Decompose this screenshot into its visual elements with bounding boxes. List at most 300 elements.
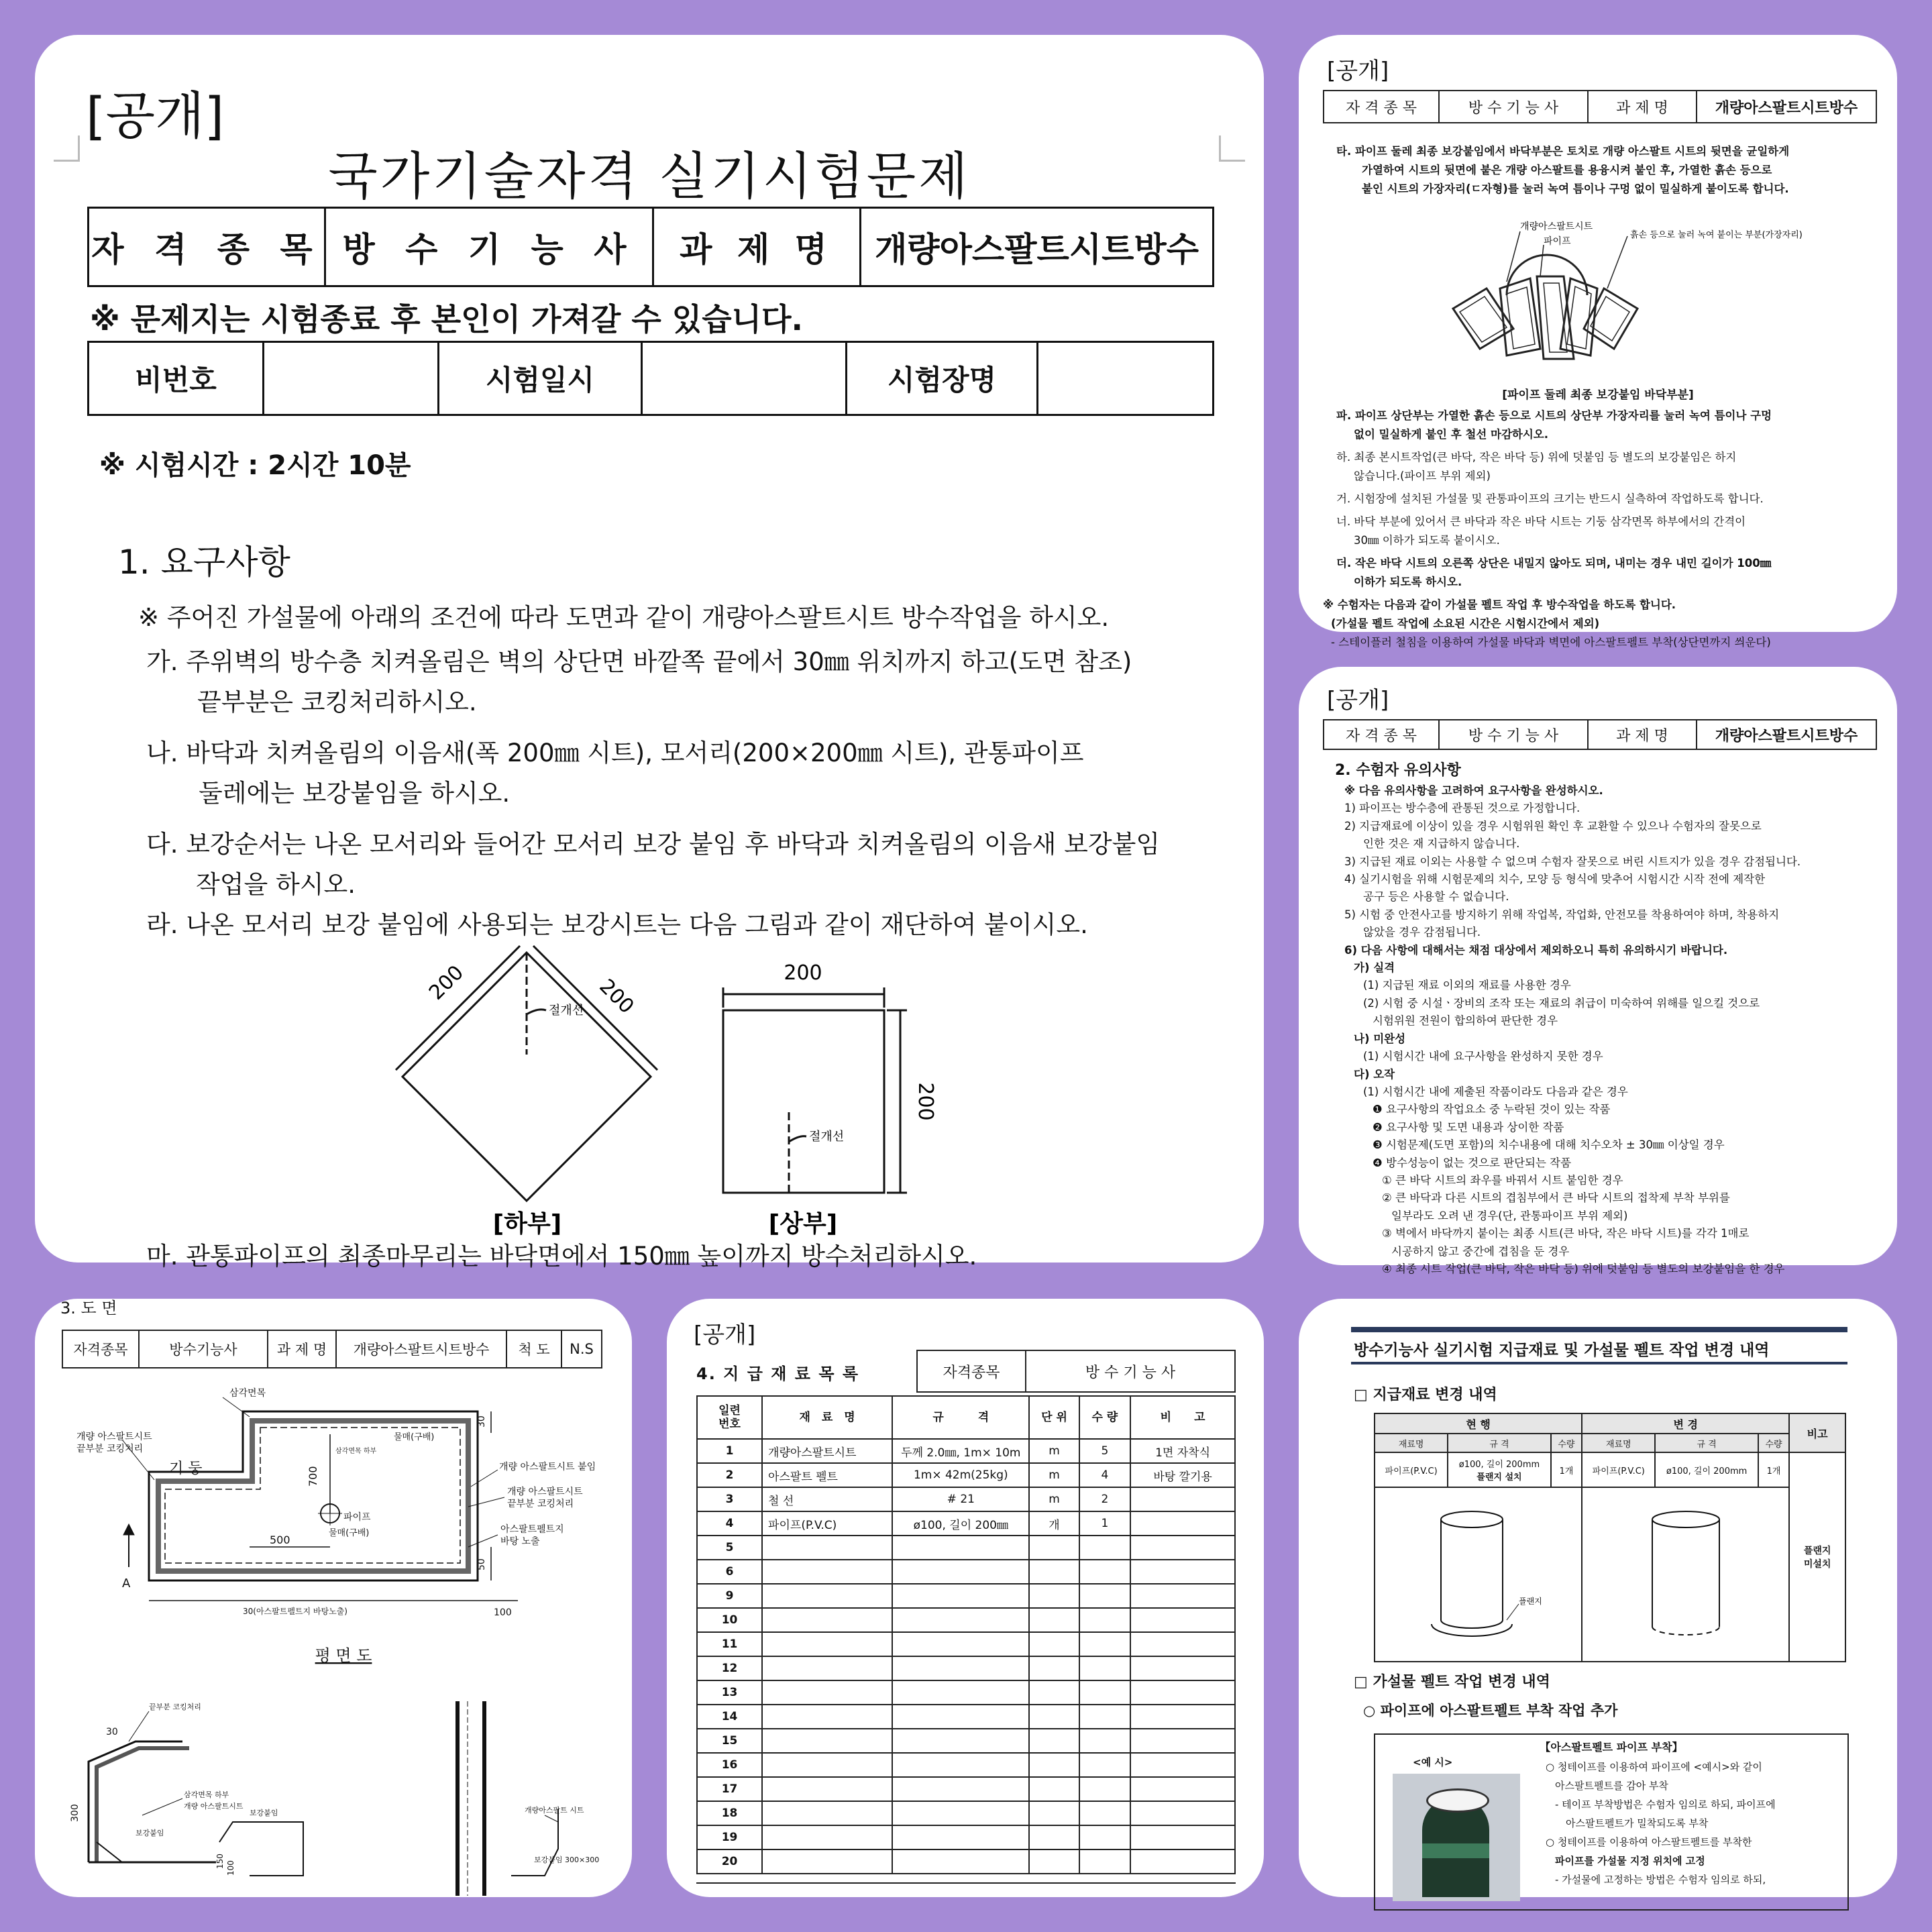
dim-label: 200 — [424, 961, 469, 1005]
felt-notice: (가설물 펠트 작업에 소요된 시간은 시험시간에서 제외) — [1331, 617, 1600, 630]
flange-install-text: 플랜지 설치 — [1477, 1472, 1522, 1483]
pipe-opening — [1426, 1788, 1489, 1813]
materials-cell — [1079, 1608, 1131, 1632]
note-line: 1) 파이프는 방수층에 관통된 것으로 가정합니다. — [1344, 802, 1580, 815]
note-line: 일부라도 오려 낸 경우(단, 관통파이프 부위 제외) — [1391, 1209, 1628, 1222]
label-left-caulk: 끝부분 코킹처리 — [76, 1444, 144, 1454]
materials-cell — [1079, 1753, 1131, 1777]
intro-text: ※ 주어진 가설물에 아래의 조건에 따라 도면과 같이 개량아스팔트시트 방수작업을 하시오. — [138, 603, 1110, 632]
changes-table — [1374, 1413, 1846, 1662]
cell — [1448, 1452, 1550, 1487]
public-label: [공개] — [1327, 58, 1389, 85]
materials-cell: 바탕 깔기용 — [1130, 1463, 1235, 1487]
materials-cell: 19 — [697, 1825, 762, 1849]
materials-row — [697, 1849, 1235, 1874]
materials-cell — [1130, 1487, 1235, 1511]
materials-cell: 2 — [1079, 1487, 1131, 1511]
task-value: 개량아스팔트시트방수 — [1697, 720, 1876, 749]
item-neo: 너. 바닥 부분에 있어서 큰 바닥과 작은 바닥 시트는 기둥 삼각면목 하부에서의 간격이 — [1336, 515, 1746, 528]
qualification-value: 방 수 기 능 사 — [1439, 91, 1588, 123]
materials-cell — [762, 1705, 892, 1729]
materials-row — [697, 1511, 1235, 1536]
materials-cell — [892, 1801, 1029, 1825]
note-line: ※ 다음 유의사항을 고려하여 요구사항을 완성하시오. — [1344, 784, 1603, 797]
task-value: 개량아스팔트시트방수 — [336, 1330, 506, 1368]
note-line: 가) 실격 — [1354, 961, 1395, 975]
materials-row — [697, 1656, 1235, 1680]
dim-label: 200 — [594, 974, 639, 1019]
materials-cell: 11 — [697, 1632, 762, 1656]
note-line: 2. 수험자 유의사항 — [1335, 762, 1461, 779]
materials-col-header: 수 량 — [1079, 1396, 1131, 1439]
note-line: 다) 오작 — [1354, 1067, 1395, 1081]
item-na-2: 둘레에는 보강붙임을 하시오. — [199, 779, 511, 808]
materials-cell — [892, 1536, 1029, 1560]
reinforcement-sheet-figure — [370, 941, 941, 1236]
materials-cell — [1079, 1729, 1131, 1753]
item-geo: 거. 시험장에 설치된 가설물 및 관통파이프의 크기는 반드시 실측하여 작업하도록 합니다. — [1336, 492, 1764, 505]
materials-cell — [1029, 1801, 1079, 1825]
materials-row — [697, 1705, 1235, 1729]
instruction-line: - 가설물에 고정하는 방법은 수험자 임의로 하되, — [1555, 1874, 1766, 1886]
title-bottom-bar — [1351, 1362, 1847, 1364]
item-ra: 라. 나온 모서리 보강 붙임에 사용되는 보강시트는 다음 그림과 같이 재단하여 붙이시오. — [146, 910, 1088, 939]
instruction-line: 파이프를 가설물 지정 위치에 고정 — [1555, 1855, 1705, 1867]
materials-cell — [1130, 1608, 1235, 1632]
note-line: (1) 시험시간 내에 요구사항을 완성하지 못한 경우 — [1363, 1050, 1603, 1063]
materials-col-header: 단 위 — [1029, 1396, 1079, 1439]
note-line: 4) 실기시험을 위해 시험문제의 치수, 모양 등 형식에 맞추어 시험시간 시작 전에 제작한 — [1344, 873, 1766, 886]
materials-col-header: 비 고 — [1130, 1396, 1235, 1439]
dim-30: 30 — [476, 1415, 487, 1428]
materials-cell — [1130, 1584, 1235, 1608]
materials-title: 4. 지 급 재 료 목 록 — [696, 1364, 860, 1383]
seat-number-key: 비번호 — [89, 342, 264, 415]
materials-row — [697, 1463, 1235, 1487]
materials-cell — [1079, 1656, 1131, 1680]
note-line: ❷ 요구사항 및 도면 내용과 상이한 작품 — [1373, 1120, 1564, 1134]
materials-cell — [1079, 1801, 1131, 1825]
materials-cell — [1130, 1705, 1235, 1729]
note-line: 공구 등은 사용할 수 없습니다. — [1363, 890, 1509, 904]
qualification-key: 자 격 종 목 — [89, 208, 325, 286]
dim-section-30: 30 — [106, 1727, 118, 1737]
cell: 파이프(P.V.C) — [1375, 1452, 1448, 1487]
materials-cell — [1029, 1608, 1079, 1632]
felt-instructions — [1546, 1758, 1776, 1889]
label-right-caulk: 끝부분 코킹처리 — [507, 1499, 574, 1509]
example-label: <예 시> — [1413, 1756, 1453, 1768]
pipe-icon — [1599, 1493, 1773, 1654]
public-label: [공개] — [86, 86, 225, 146]
materials-cell — [762, 1656, 892, 1680]
dim-label: 200 — [784, 961, 822, 985]
materials-cell: 1 — [697, 1439, 762, 1463]
materials-cell — [892, 1680, 1029, 1705]
materials-cell: # 21 — [892, 1487, 1029, 1511]
instruction-line: 아스팔트펠트가 밀착되도록 부착 — [1566, 1817, 1709, 1829]
felt-notice: ※ 수험자는 다음과 같이 가설물 펠트 작업 후 방수작업을 하도록 합니다. — [1323, 598, 1676, 611]
materials-cell — [762, 1680, 892, 1705]
materials-cell: 개량아스팔트시트 — [762, 1439, 892, 1463]
note-line: 않았을 경우 감점됩니다. — [1363, 926, 1481, 939]
items-list — [1323, 407, 1772, 652]
col-material: 재료명 — [1375, 1434, 1448, 1452]
exam-site-key: 시험장명 — [847, 342, 1038, 415]
note-line: 2) 지급재료에 이상이 있을 경우 시험위원 확인 후 교환할 수 있으나 수험자의 잘못으로 — [1344, 819, 1762, 833]
label-section-sheet: 개량 아스팔트시트 — [184, 1802, 244, 1811]
leader-line — [129, 1711, 149, 1741]
instruction-line: 아스팔트펠트를 감아 부착 — [1555, 1780, 1668, 1792]
materials-cell — [1029, 1560, 1079, 1584]
plan-sheet-band — [158, 1421, 468, 1571]
current-pipe-figure — [1375, 1487, 1582, 1662]
label-trowel: 흙손 등으로 눌러 녹여 붙이는 부분(가장자리) — [1630, 230, 1803, 240]
label-felt: 아스팔트펠트지 — [500, 1524, 564, 1535]
item-pa: 없이 밀실하게 붙인 후 철선 마감하시오. — [1354, 428, 1549, 441]
spec-text: ø100, 길이 200mm — [1458, 1460, 1540, 1470]
dim-500: 500 — [270, 1534, 290, 1546]
materials-cell — [1079, 1680, 1131, 1705]
dim-100: 100 — [494, 1607, 512, 1618]
felt-box-title: 【아스팔트펠트 파이프 부착】 — [1540, 1741, 1683, 1754]
qualification-value: 방 수 기 능 사 — [1439, 720, 1588, 749]
materials-cell — [762, 1632, 892, 1656]
note-line: ③ 벽에서 바닥까지 붙이는 최종 시트(큰 바닥, 작은 바닥 시트)를 각각 1매로 — [1382, 1227, 1750, 1240]
qualification-key: 자격종목 — [917, 1350, 1026, 1392]
materials-cell — [762, 1777, 892, 1801]
current-header: 현 행 — [1375, 1413, 1582, 1434]
leader-line — [789, 1136, 806, 1142]
materials-cell — [892, 1753, 1029, 1777]
materials-cell — [1130, 1849, 1235, 1874]
materials-cell — [1130, 1632, 1235, 1656]
col-spec: 규 격 — [1448, 1434, 1550, 1452]
dim-section-150: 150 — [215, 1854, 225, 1869]
label-pipe: 파이프 — [343, 1512, 371, 1523]
note-line: ❶ 요구사항의 작업요소 중 누락된 것이 있는 작품 — [1373, 1103, 1611, 1116]
materials-cell — [762, 1608, 892, 1632]
title-top-bar — [1351, 1327, 1847, 1332]
materials-cell — [762, 1584, 892, 1608]
section-triangle — [97, 1842, 122, 1862]
leader-line — [527, 1010, 546, 1014]
drawing-info-table — [62, 1330, 602, 1368]
exam-date-value — [642, 342, 847, 415]
materials-cell — [762, 1753, 892, 1777]
label-section-sheet2: 개량아스팔트 시트 — [525, 1806, 584, 1815]
label-inner: 삼각면목 하부 — [335, 1448, 377, 1455]
pipe-bottom — [1441, 1620, 1503, 1628]
materials-row — [697, 1680, 1235, 1705]
card-changes — [1299, 1299, 1897, 1897]
materials-cell: 1면 자착식 — [1130, 1439, 1235, 1463]
materials-cell: 17 — [697, 1777, 762, 1801]
dim-section-300: 300 — [70, 1804, 80, 1822]
note-line: 5) 시험 중 안전사고를 방지하기 위해 작업복, 작업화, 안전모를 착용하여야 하며, 착용하지 — [1344, 908, 1780, 921]
materials-cell: 두께 2.0㎜, 1m× 10m — [892, 1439, 1029, 1463]
notice: ※ 문제지는 시험종료 후 본인이 가져갈 수 있습니다. — [90, 301, 804, 337]
materials-cell: 9 — [697, 1584, 762, 1608]
materials-row — [697, 1439, 1235, 1463]
materials-cell: 14 — [697, 1705, 762, 1729]
materials-cell — [1079, 1849, 1131, 1874]
materials-cell: m — [1029, 1487, 1079, 1511]
section-sheet — [97, 1748, 189, 1862]
materials-cell: 개 — [1029, 1511, 1079, 1536]
materials-cell — [1130, 1511, 1235, 1536]
exam-date-key: 시험일시 — [439, 342, 642, 415]
materials-cell: ø100, 길이 200㎜ — [892, 1511, 1029, 1536]
materials-cell — [1130, 1680, 1235, 1705]
materials-cell — [1130, 1825, 1235, 1849]
note-line: 나) 미완성 — [1354, 1032, 1406, 1045]
materials-cell — [1079, 1632, 1131, 1656]
materials-cell — [1079, 1536, 1131, 1560]
item-ha: 않습니다.(파이프 부위 제외) — [1354, 470, 1491, 482]
note-line: 시험위원 전원이 합의하여 판단한 경우 — [1373, 1014, 1558, 1028]
note-line: 6) 다음 사항에 대해서는 채점 대상에서 제외하오니 특히 유의하시기 바랍니다. — [1344, 943, 1728, 957]
qualification-key: 자격종목 — [62, 1330, 139, 1368]
label-triangle: 삼각면목 — [229, 1388, 266, 1399]
cell: 1개 — [1551, 1452, 1582, 1487]
materials-cell — [892, 1825, 1029, 1849]
materials-row — [697, 1753, 1235, 1777]
qualification-table — [1323, 90, 1877, 123]
section-wall — [89, 1741, 182, 1862]
materials-cell: 10 — [697, 1608, 762, 1632]
note-line: ① 큰 바닥 시트의 좌우를 바꿔서 시트 붙임한 경우 — [1382, 1173, 1623, 1187]
materials-cell — [1079, 1705, 1131, 1729]
materials-cell: 3 — [697, 1487, 762, 1511]
changes-title: 방수기능사 실기시험 지급재료 및 가설물 펠트 작업 변경 내역 — [1354, 1342, 1770, 1359]
materials-table — [696, 1395, 1236, 1874]
materials-col-header: 재 료 명 — [762, 1396, 892, 1439]
col-qty: 수량 — [1758, 1434, 1789, 1452]
qualification-value: 방수기능사 — [139, 1330, 268, 1368]
drawing-heading: 3. 도 면 — [60, 1299, 117, 1318]
note-line: ❸ 시험문제(도면 포함)의 치수내용에 대해 치수오차 ± 30㎜ 이상일 경우 — [1373, 1138, 1725, 1152]
instruction-line: ○ 청테이프를 이용하여 파이프에 <예시>와 같이 — [1546, 1761, 1762, 1773]
felt-subtitle: ○ 파이프에 아스팔트펠트 부착 작업 추가 — [1363, 1703, 1618, 1719]
section-materials: □ 지급재료 변경 내역 — [1354, 1387, 1497, 1403]
task-key: 과 제 명 — [1588, 91, 1697, 123]
materials-cell: 5 — [697, 1536, 762, 1560]
label-column: 기 둥 — [169, 1460, 203, 1477]
materials-cell: m — [1029, 1463, 1079, 1487]
col-material: 재료명 — [1582, 1434, 1655, 1452]
materials-row — [697, 1825, 1235, 1849]
note-line: ② 큰 바닥과 다른 시트의 겹침부에서 큰 바닥 시트의 접착제 부착 부위를 — [1382, 1191, 1730, 1205]
item-na-1: 나. 바닥과 치켜올림의 이음새(폭 200㎜ 시트), 모서리(200×200㎜ 시트), 관통파이프 — [146, 739, 1084, 767]
section-heading: 1. 요구사항 — [118, 543, 290, 582]
materials-cell — [892, 1632, 1029, 1656]
label-section-caulk: 끝부분 코킹처리 — [149, 1703, 201, 1711]
qualification-value: 방 수 기 능 사 — [325, 208, 653, 286]
materials-cell — [892, 1608, 1029, 1632]
materials-cell — [1130, 1656, 1235, 1680]
plan-view — [48, 1379, 625, 1896]
task-key: 과 제 명 — [1588, 720, 1697, 749]
materials-cell — [1029, 1825, 1079, 1849]
materials-cell: 16 — [697, 1753, 762, 1777]
label-exposed: 바탕 노출 — [500, 1536, 540, 1547]
materials-cell: 파이프(P.V.C) — [762, 1511, 892, 1536]
note-header: 비고 — [1789, 1413, 1845, 1452]
materials-cell — [1029, 1656, 1079, 1680]
leader-line — [1607, 236, 1627, 288]
materials-cell: 1m× 42m(25kg) — [892, 1463, 1029, 1487]
item-ta — [1336, 142, 1789, 199]
materials-cell — [1029, 1584, 1079, 1608]
materials-cell — [1029, 1777, 1079, 1801]
materials-cell — [1029, 1632, 1079, 1656]
exam-info-table — [87, 341, 1214, 416]
label-section-reinf3: 보강붙임 300×300 — [534, 1856, 600, 1864]
upper-sheet-outline — [723, 1010, 884, 1193]
task-value: 개량아스팔트시트방수 — [861, 208, 1214, 286]
felt-box — [1374, 1733, 1849, 1911]
task-key: 과 제 명 — [268, 1330, 336, 1368]
materials-row — [697, 1777, 1235, 1801]
instruction-line: - 테이프 부착방법은 수험자 임의로 하되, 파이프에 — [1555, 1799, 1776, 1811]
flange — [1432, 1624, 1512, 1636]
materials-cell — [892, 1656, 1029, 1680]
pipe-reinforcement-figure — [1406, 215, 1803, 376]
materials-cell — [892, 1584, 1029, 1608]
note-line: (2) 시험 중 시설ㆍ장비의 조작 또는 재료의 취급이 미숙하여 위해를 일으킬 것으로 — [1363, 996, 1760, 1010]
sheet-tab-inner — [1507, 287, 1535, 349]
label-section-reinf2: 보강붙임 — [250, 1809, 278, 1817]
note-line: 인한 것은 재 지급하지 않습니다. — [1363, 837, 1520, 851]
leader-line — [1507, 1604, 1519, 1620]
label-left-sheet: 개량 아스팔트시트 — [76, 1432, 152, 1442]
item-deo: 이하가 되도록 하시오. — [1354, 576, 1462, 588]
label-bottom: 30(아스팔트펠트지 바탕노출) — [243, 1607, 347, 1616]
materials-col-header: 일련 번호 — [697, 1396, 762, 1439]
item-pa: 파. 파이프 상단부는 가열한 흙손 등으로 시트의 상단부 가장자리를 눌러 녹여 틈이나 구멍 — [1336, 409, 1772, 422]
label-right-sheet: 개량 아스팔트시트 붙임 — [499, 1462, 596, 1472]
materials-cell — [892, 1849, 1029, 1874]
flange-label: 플랜지 — [1518, 1597, 1542, 1606]
pipe-with-flange-icon — [1391, 1493, 1566, 1654]
notes-list — [1335, 759, 1885, 1278]
materials-row — [697, 1487, 1235, 1511]
lower-caption: [하부] — [492, 1210, 562, 1238]
dim-700: 700 — [307, 1466, 319, 1487]
item-ta-line: 붙인 시트의 가장자리(ㄷ자형)를 눌러 녹여 틈이나 구멍 없이 밀실하게 붙이도록 합니다. — [1362, 182, 1789, 195]
dim-50: 50 — [476, 1558, 487, 1570]
item-ha: 하. 최종 본시트작업(큰 바닥, 작은 바닥 등) 위에 덧붙임 등 별도의 보강붙임은 하지 — [1336, 451, 1737, 464]
materials-cell — [1130, 1753, 1235, 1777]
note-line: ❹ 방수성능이 없는 것으로 판단되는 작품 — [1373, 1156, 1572, 1169]
materials-cell — [1029, 1680, 1079, 1705]
materials-cell — [1079, 1825, 1131, 1849]
materials-row — [697, 1729, 1235, 1753]
materials-cell — [1130, 1536, 1235, 1560]
label-slope: 물매(구배) — [394, 1432, 435, 1442]
materials-cell — [762, 1536, 892, 1560]
note-line: (1) 지급된 재료 이외의 재료를 사용한 경우 — [1363, 979, 1571, 992]
exam-site-value — [1038, 342, 1214, 415]
note-cell: 플랜지 미설치 — [1789, 1452, 1845, 1662]
upper-caption: [상부] — [768, 1210, 838, 1238]
pipe-top — [1652, 1511, 1719, 1527]
pipe-top — [1441, 1511, 1503, 1527]
materials-cell: 4 — [1079, 1463, 1131, 1487]
table-bottom-rule — [696, 1882, 1236, 1888]
pipe-bottom — [1652, 1627, 1719, 1635]
note-line: 시공하지 않고 중간에 겹침을 둔 경우 — [1391, 1244, 1570, 1258]
materials-cell — [1079, 1560, 1131, 1584]
note-line: (1) 시험시간 내에 제출된 작품이라도 다음과 같은 경우 — [1363, 1085, 1628, 1098]
materials-cell: 18 — [697, 1801, 762, 1825]
materials-cell — [762, 1849, 892, 1874]
materials-cell — [762, 1560, 892, 1584]
label-section-a: A — [122, 1576, 131, 1591]
item-da-1: 다. 보강순서는 나온 모서리와 들어간 모서리 보강 붙임 후 바닥과 치켜올림의 이음새 보강붙임 — [146, 830, 1161, 859]
item-ma: 마. 관통파이프의 최종마무리는 바닥면에서 150㎜ 높이까지 방수처리하시오. — [146, 1242, 977, 1271]
qualification-table — [87, 207, 1214, 287]
exam-time: ※ 시험시간 : 2시간 10분 — [99, 450, 411, 481]
label-section-tri: 삼각면목 하부 — [184, 1790, 229, 1799]
col-spec: 규 격 — [1655, 1434, 1758, 1452]
materials-cell — [1079, 1584, 1131, 1608]
materials-cell — [892, 1705, 1029, 1729]
section-arrow-head — [123, 1524, 134, 1535]
materials-cell: 15 — [697, 1729, 762, 1753]
leader-line — [142, 1799, 182, 1815]
materials-cell — [1130, 1777, 1235, 1801]
materials-col-header: 규 격 — [892, 1396, 1029, 1439]
felt-notice: - 스테이플러 철침을 이용하여 가설물 바닥과 벽면에 아스팔트펠트 부착(상단면까지 씌운다) — [1331, 636, 1771, 649]
materials-cell: 2 — [697, 1463, 762, 1487]
materials-cell: 1 — [1079, 1511, 1131, 1536]
leader-line — [223, 1397, 250, 1417]
task-key: 과 제 명 — [653, 208, 861, 286]
cell: ø100, 길이 200mm — [1655, 1452, 1758, 1487]
materials-cell — [1079, 1777, 1131, 1801]
materials-row — [697, 1560, 1235, 1584]
new-pipe-figure — [1582, 1487, 1789, 1662]
materials-cell: 5 — [1079, 1439, 1131, 1463]
label-sheet: 개량아스팔트시트 — [1520, 221, 1593, 232]
card-drawing — [35, 1299, 632, 1897]
col-qty: 수량 — [1551, 1434, 1582, 1452]
public-label: [공개] — [694, 1322, 756, 1348]
materials-cell — [1130, 1801, 1235, 1825]
materials-row — [697, 1801, 1235, 1825]
materials-header-table — [916, 1350, 1236, 1393]
task-value: 개량아스팔트시트방수 — [1697, 91, 1876, 123]
sheet-tab-inner — [1544, 283, 1567, 352]
materials-cell: m — [1029, 1439, 1079, 1463]
qualification-key: 자 격 종 목 — [1324, 720, 1439, 749]
item-ta-line: 타. 파이프 둘레 최종 보강붙임에서 바닥부분은 토치로 개량 아스팔트 시트의 뒷면을 균일하게 — [1336, 145, 1790, 158]
label-pipe: 파이프 — [1544, 236, 1571, 247]
materials-cell — [1029, 1729, 1079, 1753]
materials-cell — [1029, 1705, 1079, 1729]
materials-cell: 철 선 — [762, 1487, 892, 1511]
label-slope: 물매(구배) — [329, 1528, 370, 1538]
label-section-reinf: 보강붙임 — [136, 1829, 164, 1837]
card-requirements-cont — [1299, 35, 1897, 649]
example-photo — [1393, 1774, 1520, 1901]
materials-cell — [762, 1825, 892, 1849]
qualification-key: 자 격 종 목 — [1324, 91, 1439, 123]
item-deo: 더. 작은 바닥 시트의 오른쪽 상단은 내밀지 않아도 되며, 내미는 경우 내민 길이가 100㎜ — [1336, 557, 1772, 570]
new-header: 변 경 — [1582, 1413, 1789, 1434]
